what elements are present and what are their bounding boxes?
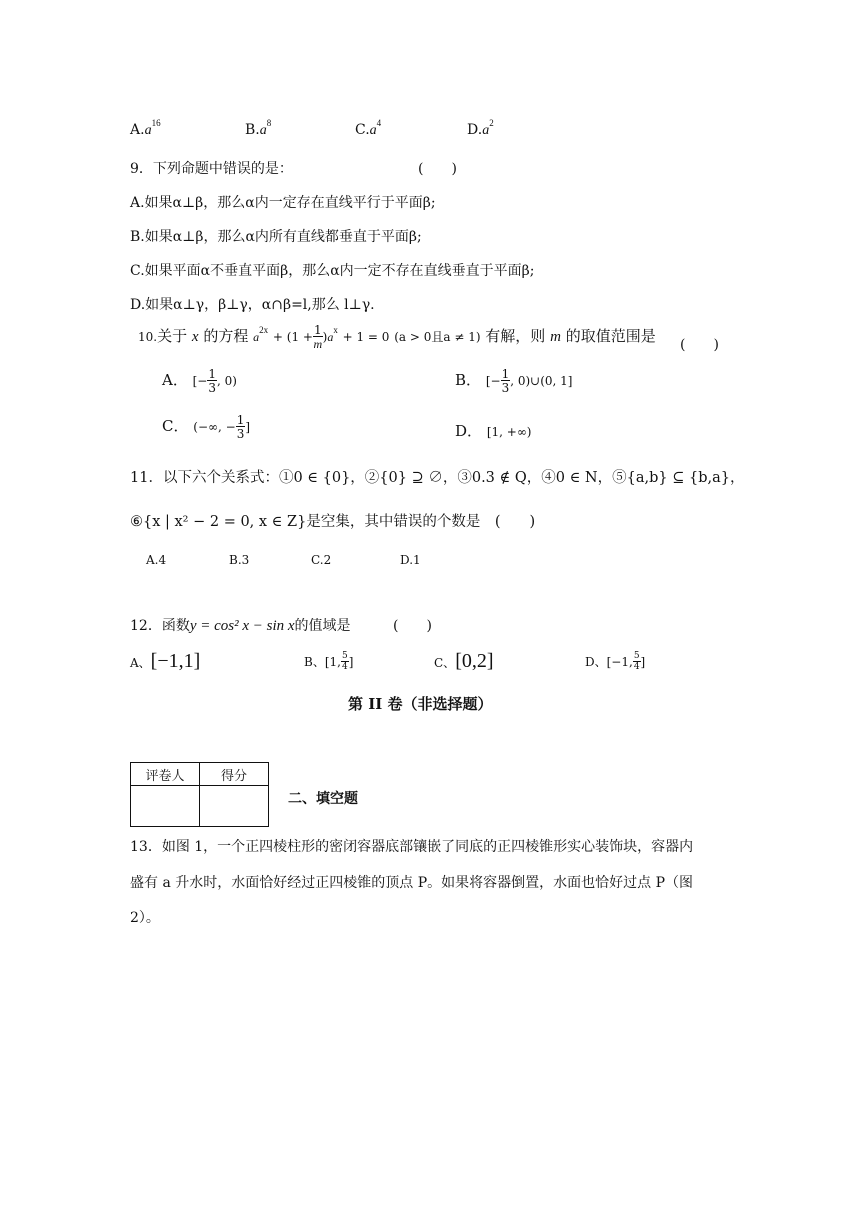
q9-stem: 9．下列命题中错误的是：	[130, 161, 293, 177]
q10-option-d: D． [1, +∞)	[455, 422, 532, 440]
q8-option-c: $C.a^4$	[355, 118, 382, 138]
q11-option-c: C.2	[311, 553, 332, 567]
q8-option-a: $A.a^{16}$	[130, 118, 161, 138]
q8-option-b: $B.a^8$	[245, 118, 272, 138]
q11-line-1: 11．以下六个关系式：①0 ∈ {0}，②{0} ⊇ ∅，③0.3 ∉ Q，④0 ∈ N，⑤{a,b} ⊆ {b,a}，	[130, 470, 745, 486]
q13-line-1: 13．如图 1，一个正四棱柱形的密闭容器底部镶嵌了同底的正四棱锥形实心装饰块，容器内	[130, 839, 694, 855]
q9-answer-paren: ( )	[418, 161, 457, 177]
q11-option-b: B.3	[229, 553, 250, 567]
q10-stem: 10.关于 x 的方程 $a^{2x} + (1$ + $\frac{1}{m}$ )$a^x + 1 = 0$ (a > 0且a ≠ 1) 有解，则 m 的取值范围是	[138, 323, 656, 351]
q10-option-b: B． [− $\frac{1}{3}$ , 0)∪(0, 1]	[455, 367, 573, 395]
q12-option-d: D、[−1, $\frac{5}{4}$ ]	[585, 651, 646, 672]
q9-option-d: D.如果α⊥γ，β⊥γ，α∩β=l,那么 l⊥γ.	[130, 297, 375, 313]
q8-option-d: $D.a^2$	[467, 118, 494, 138]
q13-line-2: 盛有 a 升水时，水面恰好经过正四棱锥的顶点 P。如果将容器倒置，水面也恰好过点 P（图	[130, 875, 693, 891]
q11-option-d: D.1	[400, 553, 421, 567]
q9-option-a: A.如果α⊥β，那么α内一定存在直线平行于平面β;	[130, 195, 436, 211]
q13-line-3: 2）。	[130, 910, 160, 926]
q10-option-c: C． (−∞, − $\frac{1}{3}$ ]	[162, 413, 251, 441]
section-title: 第 II 卷（非选择题）	[348, 695, 493, 713]
grader-cell[interactable]	[131, 786, 200, 827]
q12-stem: 12．函数y = cos² x − sin x的值域是	[130, 618, 351, 634]
q10-answer-paren: ( )	[680, 337, 719, 353]
part-heading: 二、填空题	[288, 791, 358, 807]
q12-option-b: B、[1, $\frac{5}{4}$ ]	[304, 651, 354, 672]
score-header: 得分	[200, 763, 269, 786]
grader-score-table	[130, 762, 269, 827]
q12-answer-paren: ( )	[393, 618, 432, 634]
q11-option-a: A.4	[146, 553, 167, 567]
score-cell[interactable]	[200, 786, 269, 827]
q12-option-c: C、[0,2]	[434, 650, 494, 672]
q11-line-2: ⑥{x | x² − 2 = 0, x ∈ Z}是空集，其中错误的个数是 ( )	[130, 514, 536, 530]
q9-option-c: C.如果平面α不垂直平面β，那么α内一定不存在直线垂直于平面β;	[130, 263, 535, 279]
q9-option-b: B.如果α⊥β，那么α内所有直线都垂直于平面β;	[130, 229, 422, 245]
q12-option-a: A、[−1,1]	[130, 650, 201, 672]
grader-header: 评卷人	[131, 763, 200, 786]
q10-option-a: A． [− $\frac{1}{3}$ , 0)	[162, 367, 237, 395]
